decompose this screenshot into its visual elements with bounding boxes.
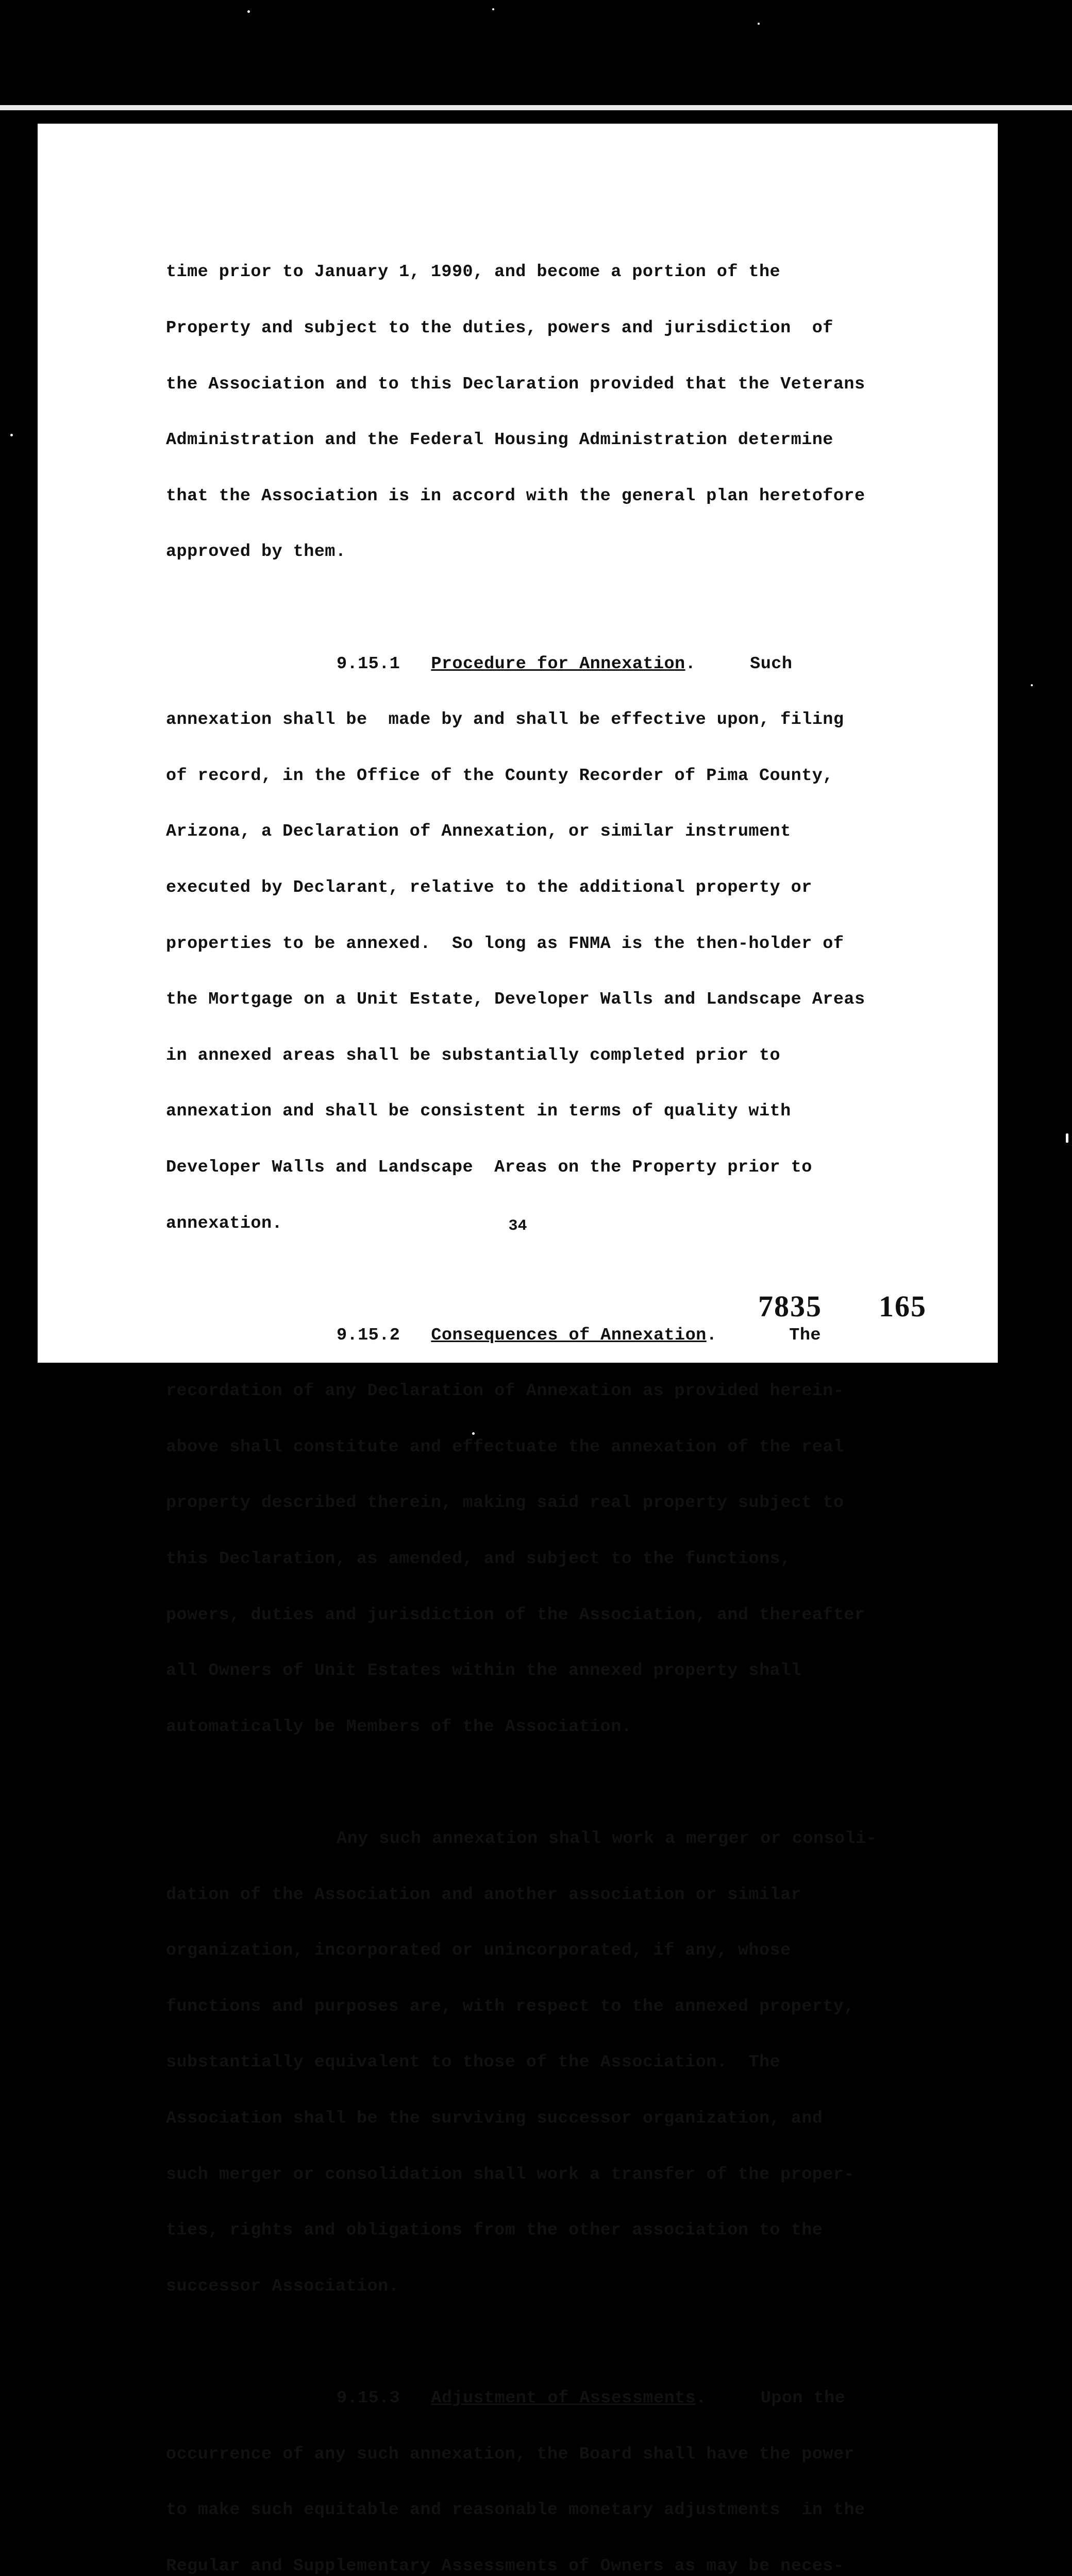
section-heading: Procedure for Annexation xyxy=(431,654,685,674)
scan-top-border xyxy=(0,47,1072,104)
text-line: successor Association. xyxy=(166,2276,399,2296)
text-line: in annexed areas shall be substantially completed prior to xyxy=(166,1045,781,1065)
text-line: annexation and shall be consistent in terms of quality with xyxy=(166,1101,791,1122)
scan-speck xyxy=(1031,684,1033,686)
section-number: 9.15.1 xyxy=(337,654,400,674)
text-line: recordation of any Declaration of Annexation as provided herein- xyxy=(166,1381,844,1401)
recording-book-number: 7835 xyxy=(758,1290,822,1323)
text-line: executed by Declarant, relative to the additional property or xyxy=(166,877,812,897)
text-line-first: Any such annexation shall work a merger or consoli- xyxy=(337,1829,877,1849)
text-line: that the Association is in accord with the general plan heretofore xyxy=(166,486,865,506)
text-line: Administration and the Federal Housing Administration determine xyxy=(166,430,833,450)
text-line: properties to be annexed. So long as FNMA is the then-holder of xyxy=(166,934,844,954)
section-lead: Upon the xyxy=(760,2388,846,2408)
text-line: Developer Walls and Landscape Areas on the Property prior to xyxy=(166,1157,812,1177)
scan-speck xyxy=(758,23,760,25)
text-line: occurrence of any such annexation, the Board shall have the power xyxy=(166,2444,855,2464)
scan-speck xyxy=(247,10,250,13)
scan-speck xyxy=(492,8,494,10)
page-number: 34 xyxy=(508,1217,527,1235)
text-line: ties, rights and obligations from the other association to the xyxy=(166,2221,823,2241)
text-line: to make such equitable and reasonable monetary adjustments in the xyxy=(166,2500,865,2520)
text-line: organization, incorporated or unincorporated, if any, whose xyxy=(166,1941,791,1961)
paragraph-intro xyxy=(166,226,960,599)
document-page xyxy=(38,124,998,2576)
text-line: all Owners of Unit Estates within the annexed property shall xyxy=(166,1661,802,1681)
section-heading-line: 9.15.1 Procedure for Annexation. Such xyxy=(337,654,793,674)
section-number: 9.15.2 xyxy=(337,1325,400,1345)
text-line: annexation shall be made by and shall be effective upon, filing xyxy=(166,710,844,730)
document-body xyxy=(166,226,960,2576)
section-lead: Such xyxy=(750,654,793,674)
paragraph-merger xyxy=(166,1792,960,2333)
recording-page-number: 165 xyxy=(879,1290,927,1323)
section-heading-line: 9.15.3 Adjustment of Assessments. Upon the xyxy=(337,2388,846,2408)
text-line: Regular and Supplementary Assessments of Owners as may be neces- xyxy=(166,2556,844,2576)
text-line: approved by them. xyxy=(166,542,346,562)
section-heading: Adjustment of Assessments xyxy=(431,2388,696,2408)
text-line: the Association and to this Declaration provided that the Veterans xyxy=(166,374,865,394)
text-line: such merger or consolidation shall work a transfer of the proper- xyxy=(166,2164,855,2184)
scan-speck xyxy=(472,1432,475,1435)
scan-speck xyxy=(1066,1133,1068,1143)
text-line: the Mortgage on a Unit Estate, Developer Walls and Landscape Areas xyxy=(166,990,865,1010)
text-line: this Declaration, as amended, and subject to the functions, xyxy=(166,1549,791,1569)
text-line: time prior to January 1, 1990, and become a portion of the xyxy=(166,262,781,282)
section-9-15-2 xyxy=(166,1289,960,1773)
text-line: above shall constitute and effectuate the annexation of the real xyxy=(166,1437,844,1457)
section-9-15-1 xyxy=(166,617,960,1270)
text-line: Association shall be the surviving successor organization, and xyxy=(166,2109,823,2128)
text-line: substantially equivalent to those of the Association. The xyxy=(166,2053,781,2073)
text-line: automatically be Members of the Association. xyxy=(166,1717,632,1737)
section-heading: Consequences of Annexation xyxy=(431,1325,707,1345)
scan-rule xyxy=(0,105,1072,110)
text-line: dation of the Association and another association or similar xyxy=(166,1885,802,1905)
text-line: property described therein, making said real property subject to xyxy=(166,1493,844,1513)
section-lead: The xyxy=(789,1325,821,1345)
text-line: annexation. xyxy=(166,1213,283,1233)
text-line: functions and purposes are, with respect to the annexed property, xyxy=(166,1996,855,2016)
section-heading-line: 9.15.2 Consequences of Annexation. The xyxy=(337,1325,821,1345)
text-line: Arizona, a Declaration of Annexation, or similar instrument xyxy=(166,822,791,842)
section-9-15-3 xyxy=(166,2352,960,2576)
scan-speck xyxy=(10,434,13,436)
section-number: 9.15.3 xyxy=(337,2388,400,2408)
text-line: Property and subject to the duties, powers and jurisdiction of xyxy=(166,318,833,338)
text-line: of record, in the Office of the County Recorder of Pima County, xyxy=(166,766,833,786)
text-line: powers, duties and jurisdiction of the Association, and thereafter xyxy=(166,1605,865,1625)
